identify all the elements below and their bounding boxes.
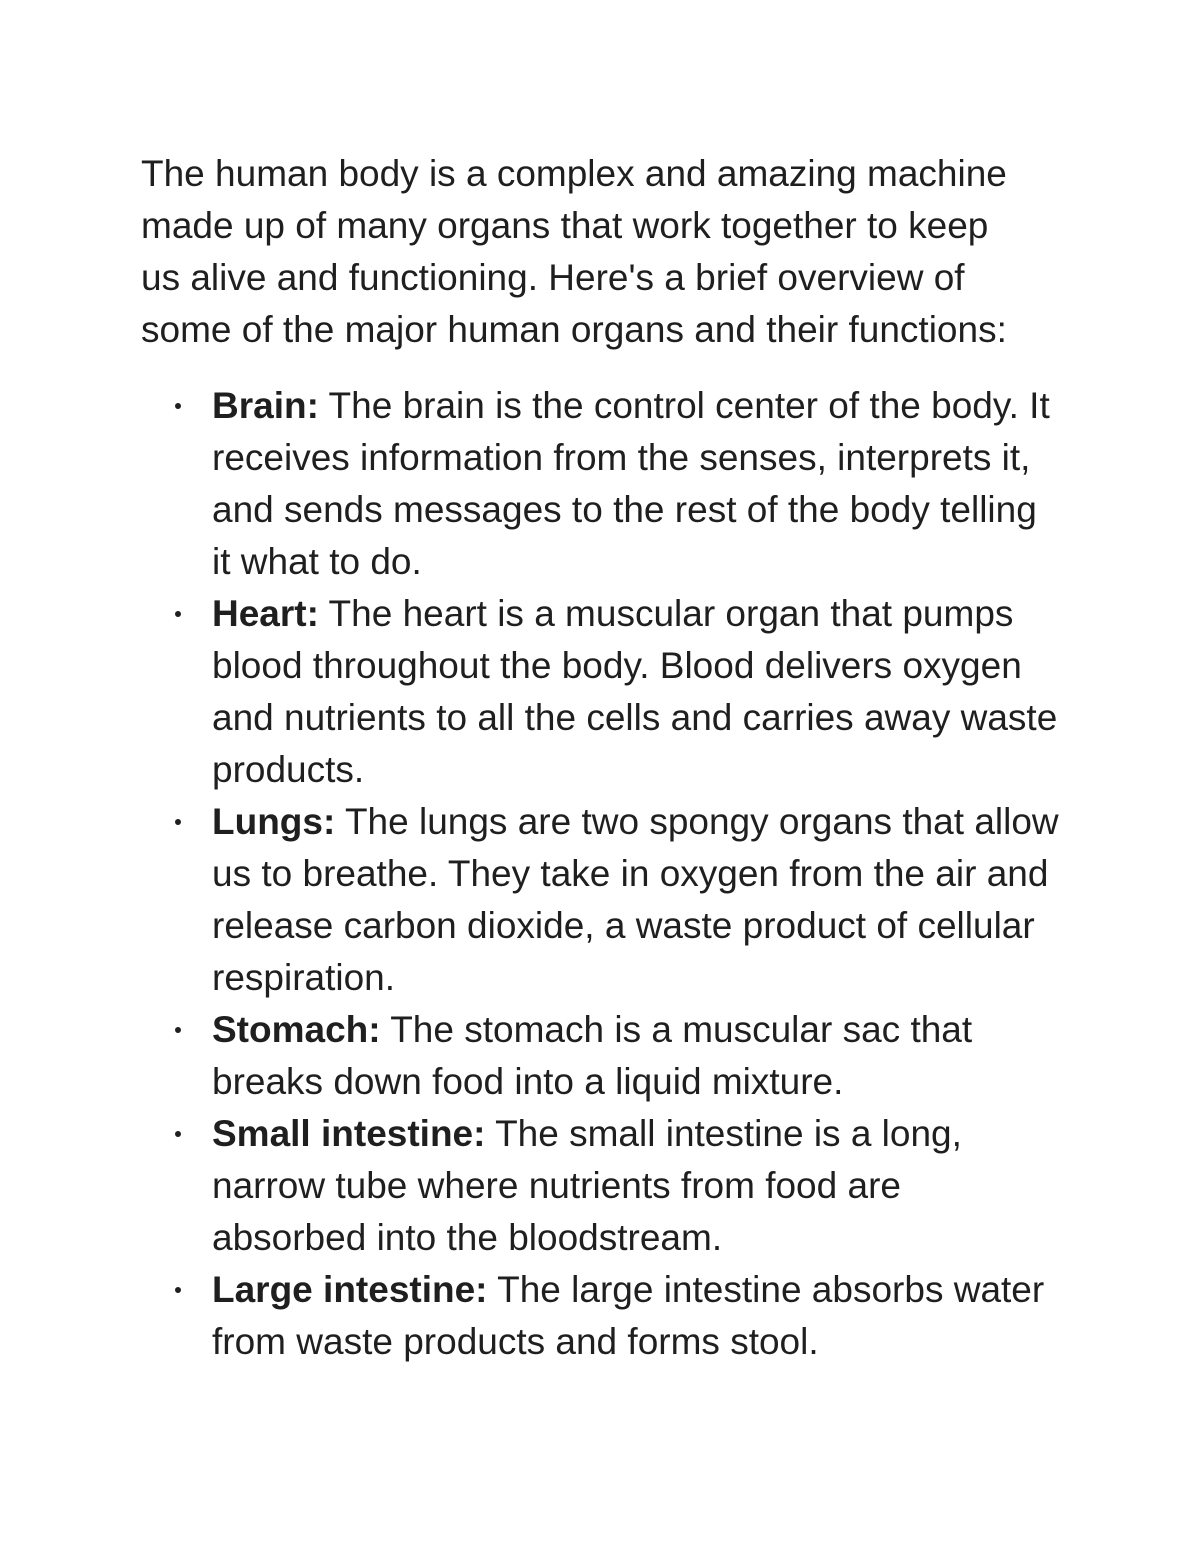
list-item-stomach — [141, 1004, 1061, 1108]
list-item-heart — [141, 588, 1061, 796]
list-item-small-intestine — [141, 1108, 1061, 1264]
organ-list — [141, 380, 1061, 1368]
organ-name: Brain: — [212, 385, 319, 426]
bullet-icon — [175, 403, 181, 409]
bullet-icon — [175, 1131, 181, 1137]
list-item-large-intestine — [141, 1264, 1061, 1368]
organ-description: The large intestine absorbs water from waste products and forms stool. — [212, 1269, 1045, 1362]
organ-description: The stomach is a muscular sac that breaks down food into a liquid mixture. — [212, 1009, 973, 1102]
list-item-brain — [141, 380, 1061, 588]
organ-description: The lungs are two spongy organs that allow us to breathe. They take in oxygen from the air and release carbon dioxide, a waste product of cellular respiration. — [212, 801, 1059, 998]
organ-name: Stomach: — [212, 1009, 381, 1050]
bullet-icon — [175, 611, 181, 617]
organ-name: Small intestine: — [212, 1113, 486, 1154]
organ-description: The small intestine is a long, narrow tube where nutrients from food are absorbed into the bloodstream. — [212, 1113, 962, 1258]
organ-name: Lungs: — [212, 801, 336, 842]
list-item-lungs — [141, 796, 1061, 1004]
intro-paragraph: The human body is a complex and amazing machine made up of many organs that work together to keep us alive and functioning. Here's a brief overview of some of the major human organs and their functions: — [141, 153, 1007, 350]
organ-name: Large intestine: — [212, 1269, 488, 1310]
bullet-icon — [175, 819, 181, 825]
organ-name: Heart: — [212, 593, 319, 634]
organ-description: The heart is a muscular organ that pumps blood throughout the body. Blood delivers oxygen and nutrients to all the cells and carries away waste products. — [212, 593, 1058, 790]
document-body — [141, 148, 1061, 1368]
bullet-icon — [175, 1287, 181, 1293]
bullet-icon — [175, 1027, 181, 1033]
organ-description: The brain is the control center of the body. It receives information from the senses, interprets it, and sends messages to the rest of the body telling it what to do. — [212, 385, 1050, 582]
